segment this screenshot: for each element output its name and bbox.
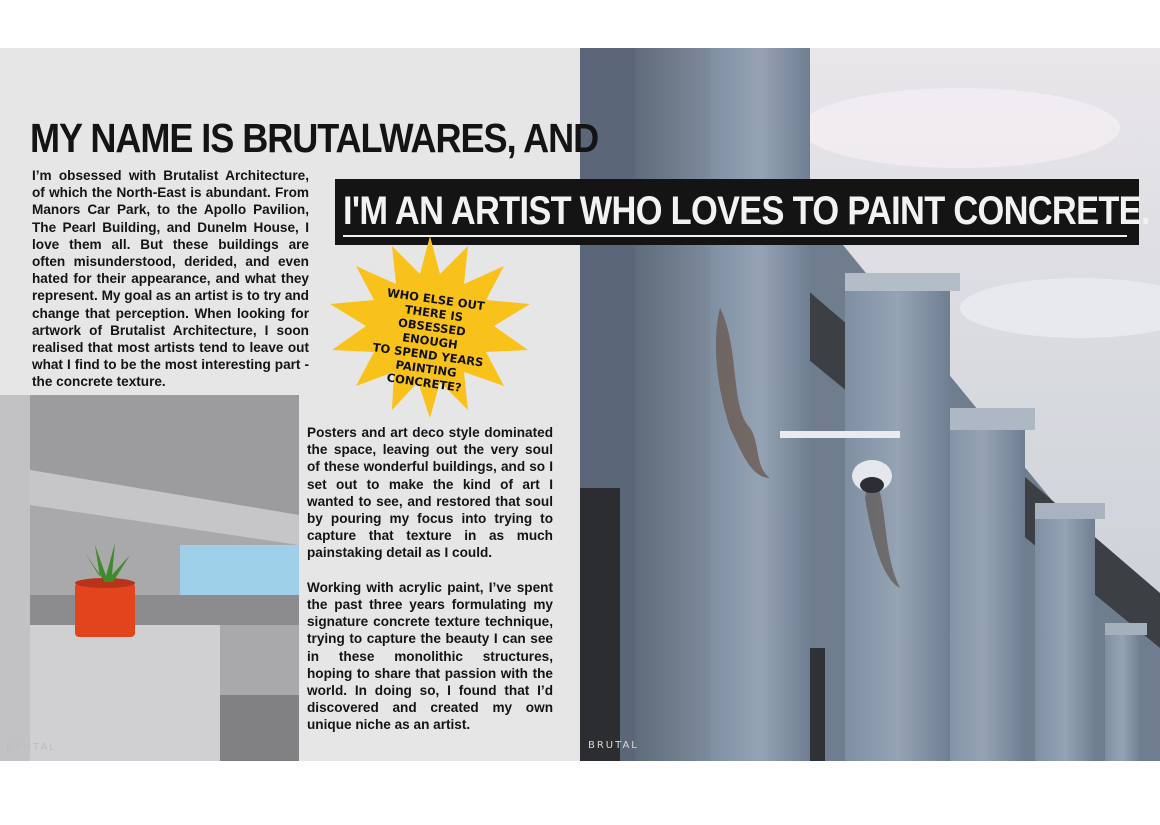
tagline-text: I'M AN ARTIST WHO LOVES TO PAINT CONCRETE. (343, 189, 1150, 233)
artist-signature-left: BRUTAL (6, 742, 57, 753)
headline: MY NAME IS BRUTALWARES, AND (30, 115, 599, 161)
interior-plant-painting (0, 395, 299, 761)
magazine-spread (0, 48, 1160, 761)
concrete-colonnade-painting (580, 48, 1160, 761)
starburst-callout (328, 234, 532, 420)
intro-paragraph: I’m obsessed with Brutalist Architecture, of which the North-East is abundant. From Manors Car Park, to the Apollo Pavilion, The Pearl Building, and Dunelm House, I love them all. But these buildings are often misunderstood, derided, and even hated for their appearance, and what they represent. My goal as an artist is to try and change that perception. When looking for artwork of Brutalist Architecture, I soon realised that most artists tend to leave out what I find to be the most interesting part - the concrete texture. (32, 168, 309, 390)
starburst-text: WHO ELSE OUT THERE IS OBSESSED ENOUGH TO SPEND YEARS PAINTING CONCRETE? (371, 285, 486, 395)
second-column-text: Posters and art deco style dominated the space, leaving out the very soul of these wonderful buildings, and so I set out to make the kind of art I wanted to see, and restored that soul by pouring my focus into trying to capture that texture in as much painstaking detail as I could. Working with acrylic paint, I’ve spent the past three years formulating my signature concrete texture technique, trying to capture the beauty I can see in these monolithic structures, hoping to share that passion with the world. In doing so, I found that I’d discovered and created my own unique niche as an artist. (307, 425, 553, 733)
artist-signature-right: BRUTAL (588, 740, 639, 751)
